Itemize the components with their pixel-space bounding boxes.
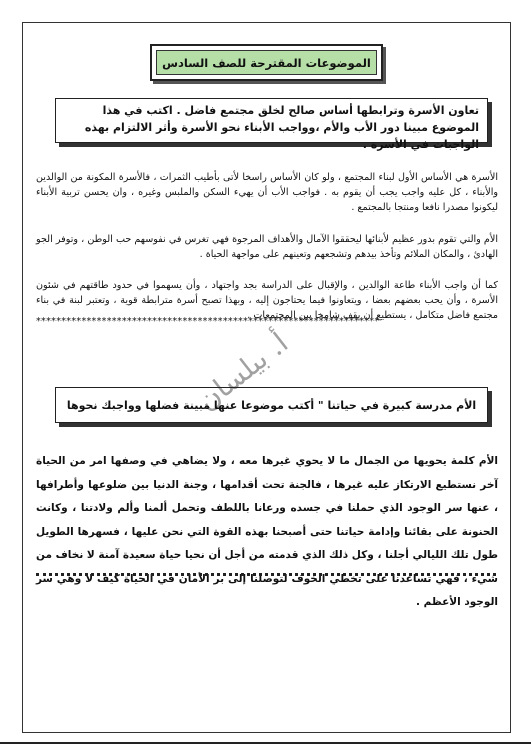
dotted-separator xyxy=(36,573,496,576)
title-box xyxy=(150,44,383,81)
star-separator: ******************************************************************** xyxy=(36,316,380,327)
page-title: الموضوعات المقترحة للصف السادس xyxy=(156,50,377,75)
watermark-signature: أ. بيلسان xyxy=(190,326,295,417)
essay1-paragraph-1: الأسرة هي الأساس الأول لبناء المجتمع ، ولو كان الأساس راسخا لأتى بأطيب الثمرات ، فالأسرة المكونة من الوالدين والأبناء ، كل عليه واجب يجب أن يقوم به . فواجب الأب أن يهيء السكن والملبس وغيره ، وان يحسن تربية الأبناء ليكونوا مصدرا نافعا ومنتجا بالمجتمع . xyxy=(36,172,498,213)
task2-prompt: الأم مدرسة كبيرة في حياتنا " أكتب موضوعا عنها مبينة فضلها وواجبك نحوها xyxy=(55,387,488,423)
essay1-paragraph-3: كما أن واجب الأبناء طاعة الوالدين ، والإقبال على الدراسة بجد واجتهاد ، وأن يسهموا في حدود طاقتهم في شئون الأسرة ، وأن يحب بعضهم بعضا ، ويتعاونوا فيما يحتاجون إليه ، وبهذا تصبح أسرة مترابطة قوية ، وتعتبر لبنة في بناء مجتمع فاضل متكامل ، يستطيع أن يقف شامخا بين المجتمعات . xyxy=(36,280,498,321)
essay1-paragraph-2: الأم والتي تقوم بدور عظيم لأبنائها ليحققوا الآمال والأهداف المرجوة فهي تغرس في نفوسهم حب الوطن ، وتوفر الجو الهادئ ، والمكان الملائم وتأخذ بيدهم وتشجعهم وتعينهم على مواجهة الحياة . xyxy=(36,234,498,260)
task1-prompt: تعاون الأسرة وترابطها أساس صالح لخلق مجتمع فاضل . اكتب في هذا الموضوع مبينا دور الأب والأم ،وواجب الأبناء نحو الأسرة وأثر الالتزام بهذه الواجبات في الأسرة . xyxy=(55,98,488,143)
essay2-paragraph: الأم كلمة يحويها من الجمال ما لا يحوي غيرها معه ، ولا يضاهي في وصفها امر من الحياة آخر نستطيع الارتكاز عليه غيرها ، فالجنة تحت أقدامها ، وجنة الدنيا بين ضلوعها وأطرافها ، عنها سر الوجود الذي حملنا في جسده ورعانا باللطف وتحمل ألمنا وألم ولادتنا ، وكانت الحنونة على بقائنا وإدامة حياتنا حتى أصبحنا بهذه القوة التي نحن عليها ، فسهرها الطويل طول تلك الليالي أجلنا ، وكل ذلك الذي قدمته من أجل أن نحيا حياة سعيدة آمنة لا نخاف من شيء ، فهي تساعدنا على تخطي الخوف لتوصلنا إلى بر الأمان في الحياة كيف لا وهي سر الوجود الأعظم . xyxy=(36,455,498,608)
bottom-rule xyxy=(0,742,531,744)
